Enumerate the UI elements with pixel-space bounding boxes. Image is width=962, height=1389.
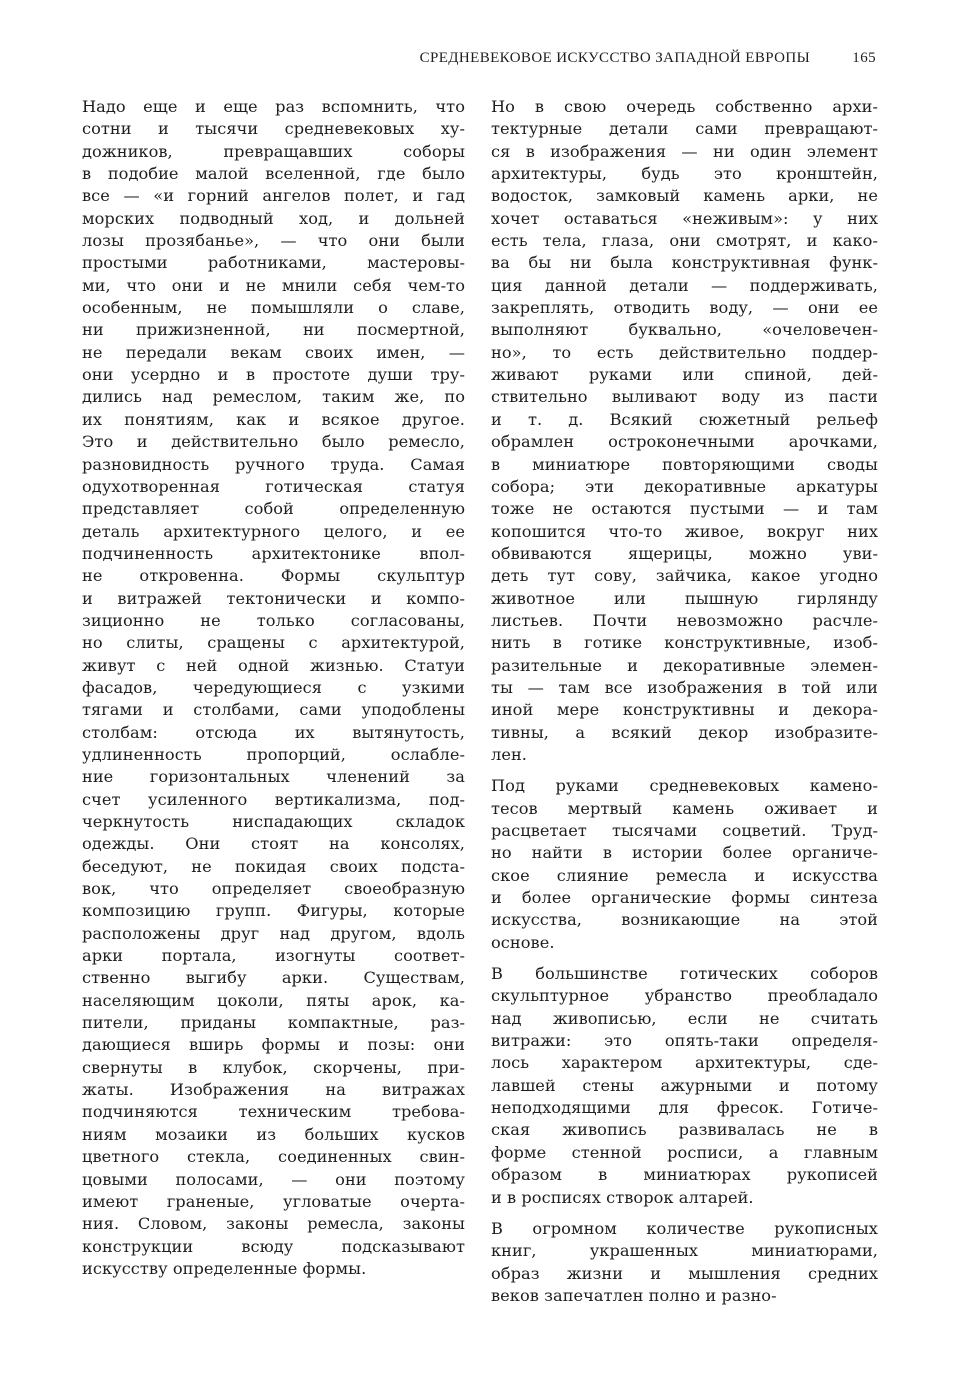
text-line: морских подводный ход, и дольней (82, 208, 465, 228)
paragraph (491, 96, 878, 766)
text-line: над живописью, если не считать (491, 1008, 878, 1028)
text-line: все — «и горний ангелов полет, и гад (82, 186, 465, 206)
text-line: столбам: отсюда их вытянутость, (82, 722, 465, 742)
text-line: цветного стекла, соединенных свин- (82, 1147, 465, 1167)
text-line: ствительно выливают воду из пасти (491, 387, 878, 407)
text-line: счет усиленного вертикализма, под- (82, 789, 465, 809)
text-line: веков запечатлен полно и разно- (491, 1285, 777, 1305)
text-line: образом в миниатюрах рукописей (491, 1165, 878, 1185)
paragraph (491, 963, 878, 1209)
text-line: особенным, не помышляли о славе, (82, 298, 465, 318)
text-column-right (491, 96, 878, 1307)
text-line: В большинстве готических соборов (491, 964, 878, 984)
text-line: форме стенной росписи, а главным (491, 1142, 878, 1162)
text-line: ва бы ни была конструктивная функ- (491, 253, 878, 273)
text-line: и в росписях створок алтарей. (491, 1187, 754, 1207)
text-line: но найти в истории более органиче- (491, 843, 878, 863)
text-line: их понятиям, как и всякое другое. (82, 409, 465, 429)
text-line: в миниатюре повторяющими своды (491, 454, 878, 474)
text-line: Надо еще и еще раз вспомнить, что (82, 97, 465, 116)
text-line: копошится что-то живое, вокруг них (491, 521, 878, 541)
text-line: расположены друг над другом, вдоль (82, 923, 465, 943)
text-line: расцветает тысячами соцветий. Труд- (491, 821, 878, 840)
text-column-left (82, 96, 465, 1280)
text-line: ми, что они и не мнили себя чем-то (82, 275, 465, 295)
text-line: композицию групп. Фигуры, которые (82, 901, 465, 921)
text-line: подчиненность архитектонике впол- (82, 543, 465, 563)
text-line: представляет собой определенную (82, 499, 465, 519)
text-line: архитектуры, будь это кронштейн, (491, 164, 878, 184)
text-line: нить в готике конструктивные, изоб- (491, 633, 878, 653)
text-line: ния. Словом, законы ремесла, законы (82, 1214, 465, 1234)
text-line: обвиваются ящерицы, можно уви- (491, 543, 878, 563)
text-line: они усердно и в простоте души тру- (82, 365, 465, 385)
text-line: книг, украшенных миниатюрами, (491, 1241, 878, 1261)
text-line: жаты. Изображения на витражах (82, 1080, 465, 1100)
text-line: листьев. Почти невозможно расчле- (491, 610, 878, 630)
text-line: разновидность ручного труда. Самая (82, 454, 465, 474)
text-line: водосток, замковый камень арки, не (491, 186, 878, 206)
text-line: Это и действительно было ремесло, (82, 432, 465, 452)
text-line: подчиняются техническим требова- (82, 1102, 465, 1122)
text-line: выполняют буквально, «очеловечен- (491, 320, 878, 340)
text-line: разительные и декоративные элемен- (491, 655, 878, 675)
text-line: лозы прозябанье», — что они были (82, 231, 465, 251)
text-line: ни прижизненной, ни посмертной, (82, 320, 465, 340)
text-line: и витражей тектонически и компо- (82, 588, 465, 608)
text-line: скульптурное убранство преобладало (491, 986, 878, 1006)
text-line: неподходящими для фресок. Готиче- (491, 1098, 878, 1118)
text-line: есть тела, глаза, они смотрят, и како- (491, 231, 878, 251)
text-line: удлиненность пропорций, ослабле- (82, 744, 465, 764)
text-line: зиционно не только согласованы, (82, 610, 465, 630)
text-line: тягами и столбами, сами уподоблены (82, 700, 465, 720)
text-line: дились над ремеслом, таким же, по (82, 387, 465, 407)
text-line: Под руками средневековых камено- (491, 776, 878, 796)
text-line: ция данной детали — поддерживать, (491, 275, 878, 295)
text-line: живут с ней одной жизнью. Статуи (82, 655, 465, 675)
text-line: но», то есть действительно поддер- (491, 342, 878, 362)
text-line: вок, что определяет своеобразную (82, 879, 465, 899)
text-line: свернуты в клубок, скорчены, при- (82, 1057, 465, 1077)
text-line: дожников, превращавших соборы (82, 141, 465, 161)
text-line: имеют граненые, угловатые очерта- (82, 1191, 465, 1211)
paragraph (82, 96, 465, 1280)
text-line: собора; эти декоративные аркатуры (491, 476, 878, 496)
text-line: основе. (491, 932, 555, 952)
text-line: беседуют, не покидая своих подста- (82, 856, 465, 876)
text-line: закреплять, отводить воду, — они ее (491, 298, 878, 318)
text-line: тивны, а всякий декор изобразите- (491, 722, 878, 742)
text-line: фасадов, чередующиеся с узкими (82, 677, 465, 697)
text-line: искусству определенные формы. (82, 1258, 367, 1278)
text-line: тоже не остаются пустыми — и там (491, 499, 878, 519)
text-line: ты — там все изображения в той или (491, 677, 878, 697)
text-line: животное или пышную гирлянду (491, 588, 878, 608)
text-line: лавшей стены ажурными и потому (491, 1075, 878, 1095)
text-line: дающиеся вширь формы и позы: они (82, 1035, 465, 1055)
text-line: ственно выгибу арки. Существам, (82, 968, 465, 988)
text-line: деть тут сову, зайчика, какое угодно (491, 566, 878, 586)
text-line: лен. (491, 744, 527, 764)
text-line: В огромном количестве рукописных (491, 1218, 878, 1238)
text-line: обрамлен остроконечными арочками, (491, 432, 878, 452)
text-line: одежды. Они стоят на консолях, (82, 834, 465, 854)
text-line: иной мере конструктивны и декора- (491, 700, 878, 720)
text-line: деталь архитектурного целого, и ее (82, 521, 465, 541)
text-line: цовыми полосами, — они поэтому (82, 1169, 465, 1189)
text-line: ское слияние ремесла и искусства (491, 865, 878, 885)
text-line: и более органические формы синтеза (491, 888, 878, 908)
paragraph (491, 775, 878, 954)
text-line: сотни и тысячи средневековых ху- (82, 119, 465, 139)
text-line: не откровенна. Формы скульптур (82, 566, 465, 586)
page-number: 165 (852, 50, 876, 66)
text-line: ся в изображения — ни один элемент (491, 141, 878, 161)
text-line: тектурные детали сами превращают- (491, 119, 878, 139)
running-head (420, 50, 876, 67)
text-line: ниям мозаики из больших кусков (82, 1124, 465, 1144)
text-line: населяющим цоколи, пяты арок, ка- (82, 990, 465, 1010)
text-line: ская живопись развивалась не в (491, 1120, 878, 1140)
paragraph (491, 1218, 878, 1307)
text-line: конструкции всюду подсказывают (82, 1236, 465, 1256)
text-line: Но в свою очередь собственно архи- (491, 97, 878, 116)
text-line: арки портала, изогнуты соответ- (82, 946, 465, 966)
text-line: черкнутость ниспадающих складок (82, 812, 465, 831)
text-line: искусства, возникающие на этой (491, 910, 878, 930)
text-line: хочет оставаться «неживым»: у них (491, 208, 878, 228)
text-line: витражи: это опять-таки определя- (491, 1031, 878, 1051)
text-line: живают руками или спиной, дей- (491, 365, 878, 385)
text-line: простыми работниками, мастеровы- (82, 253, 465, 273)
text-line: ние горизонтальных членений за (82, 767, 465, 787)
text-line: в подобие малой вселенной, где было (82, 164, 465, 184)
text-line: не передали векам своих имен, — (82, 342, 465, 362)
text-line: и т. д. Всякий сюжетный рельеф (491, 409, 878, 429)
text-line: тесов мертвый камень оживает и (491, 798, 878, 818)
text-line: но слиты, сращены с архитектурой, (82, 633, 465, 653)
running-head-title: СРЕДНЕВЕКОВОЕ ИСКУССТВО ЗАПАДНОЙ ЕВРОПЫ (419, 50, 811, 66)
text-line: пители, приданы компактные, раз- (82, 1013, 465, 1033)
text-line: лось характером архитектуры, сде- (491, 1053, 878, 1073)
text-line: образ жизни и мышления средних (491, 1263, 878, 1283)
text-line: одухотворенная готическая статуя (82, 476, 465, 496)
